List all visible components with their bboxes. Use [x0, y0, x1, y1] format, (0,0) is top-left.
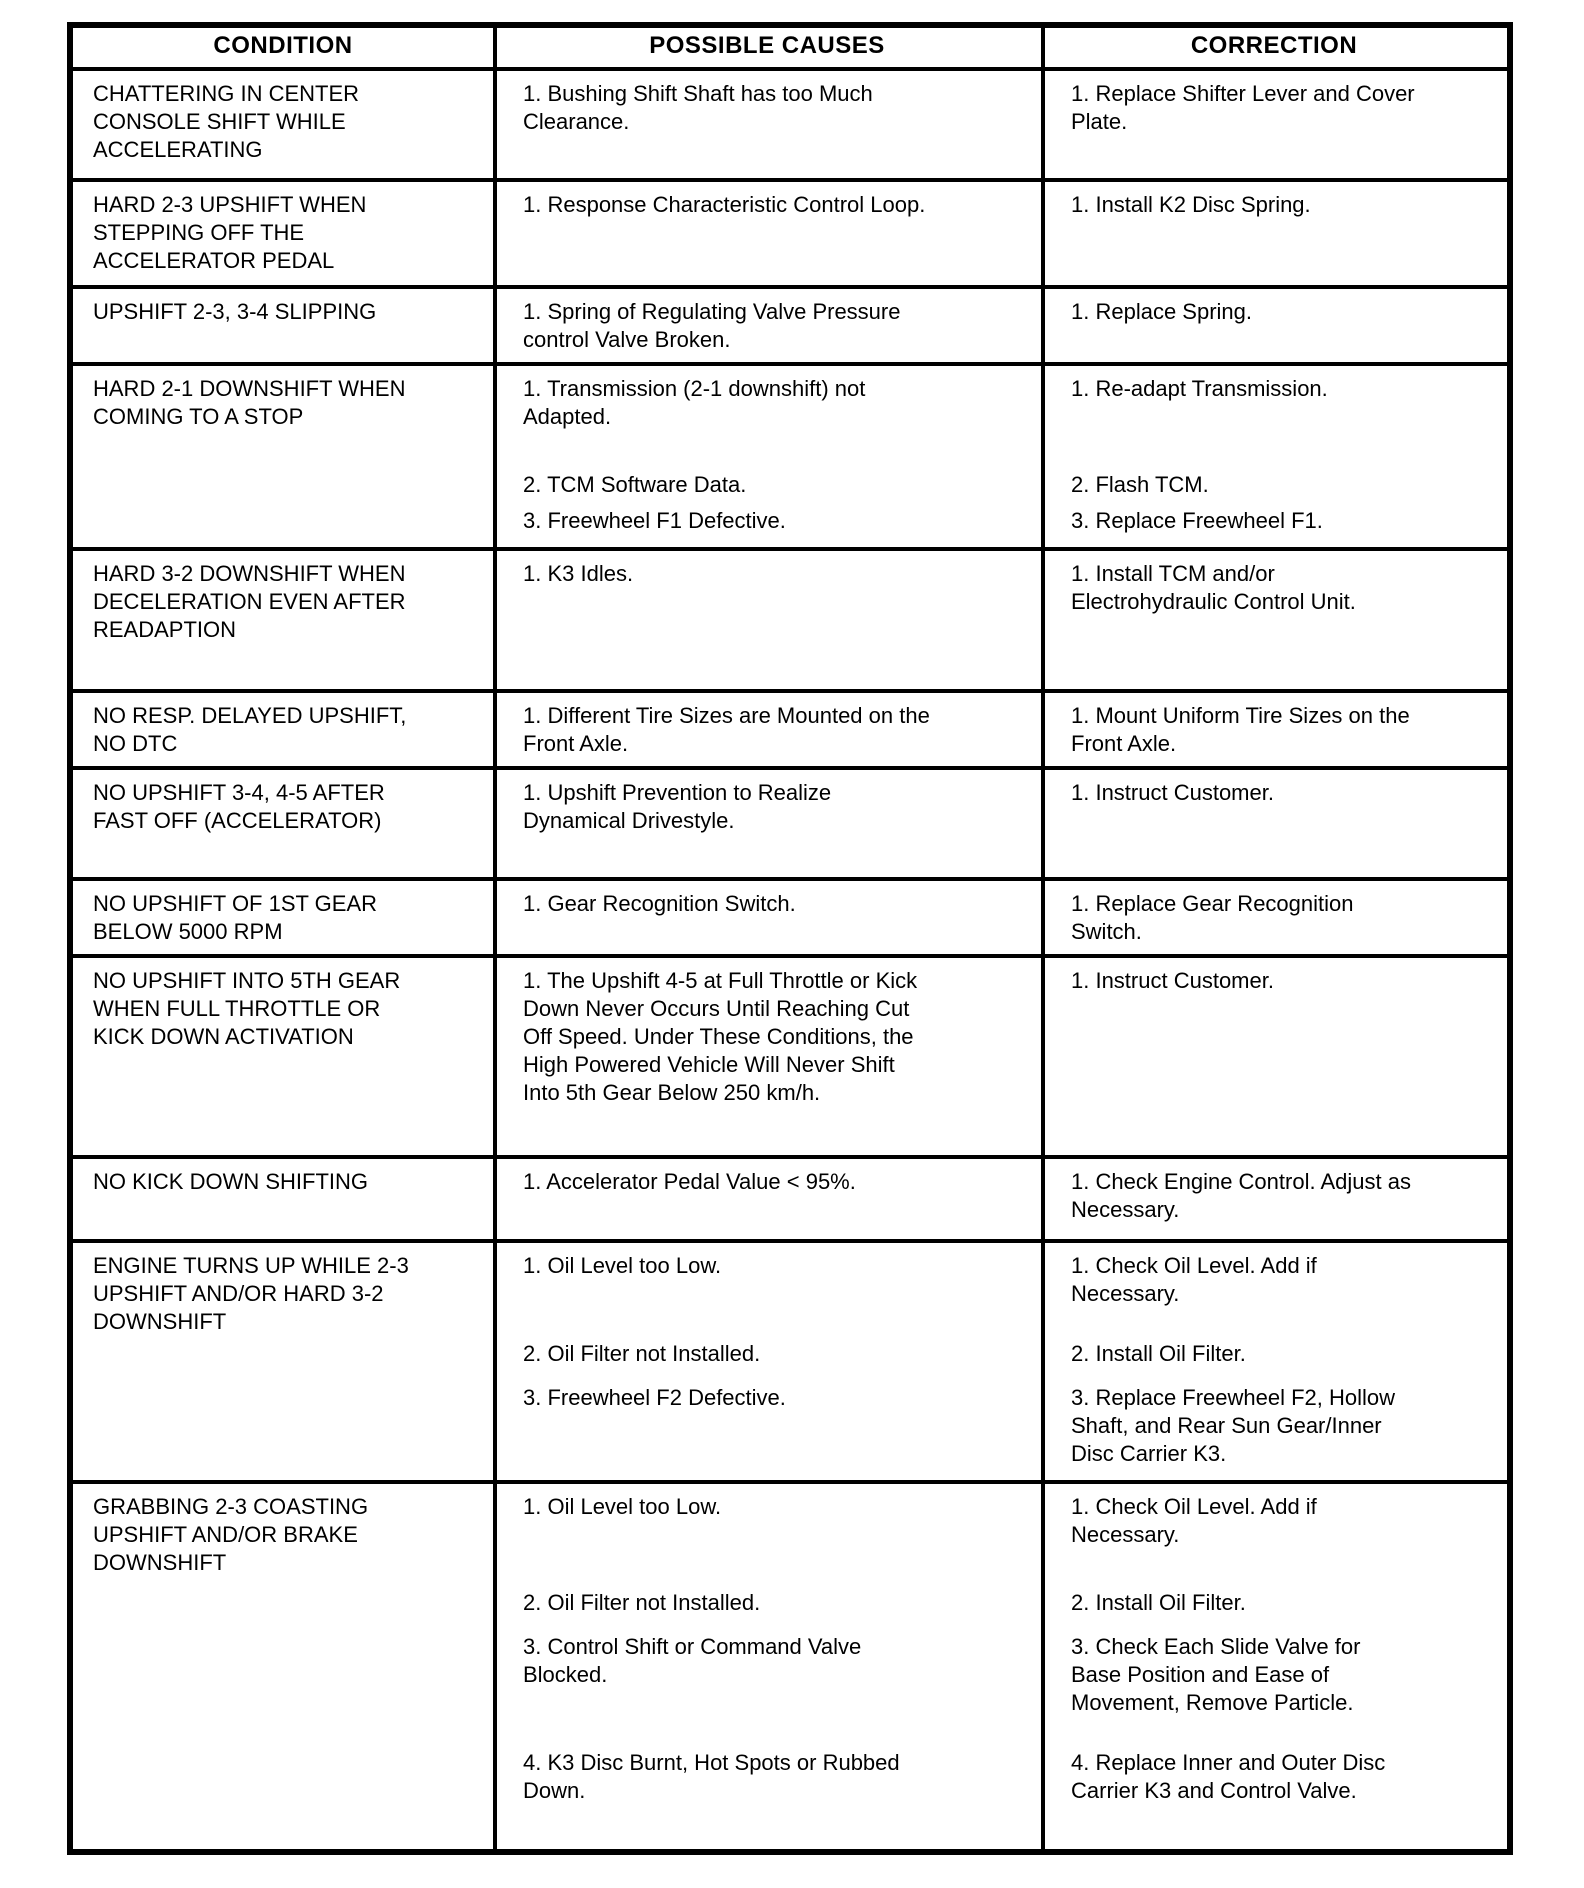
correction-item: 1. Instruct Customer.: [1071, 968, 1274, 993]
table-row: [73, 1480, 1507, 1849]
table-row: [73, 67, 1507, 178]
table-row: [73, 1239, 1507, 1480]
troubleshooting-table: [67, 22, 1513, 1855]
correction-item: 4. Replace Inner and Outer Disc Carrier K3 and Control Valve.: [1071, 1750, 1386, 1803]
correction-item: 3. Replace Freewheel F1.: [1071, 508, 1323, 533]
condition-cell: NO KICK DOWN SHIFTING: [93, 1169, 368, 1194]
correction-item: 1. Install TCM and/or Electrohydraulic Control Unit.: [1071, 561, 1356, 614]
condition-cell: HARD 2-3 UPSHIFT WHEN STEPPING OFF THE ACCELERATOR PEDAL: [93, 192, 367, 273]
correction-item: 1. Check Engine Control. Adjust as Necessary.: [1071, 1169, 1411, 1222]
table-row: [73, 877, 1507, 954]
cause-item: 1. Different Tire Sizes are Mounted on the Front Axle.: [523, 703, 930, 756]
cause-item: 1. Upshift Prevention to Realize Dynamical Drivestyle.: [523, 780, 832, 833]
cause-item: 2. Oil Filter not Installed.: [523, 1590, 761, 1615]
condition-cell: NO UPSHIFT 3-4, 4-5 AFTER FAST OFF (ACCELERATOR): [93, 780, 385, 833]
cause-item: 1. Bushing Shift Shaft has too Much Clearance.: [523, 81, 873, 134]
condition-cell: HARD 3-2 DOWNSHIFT WHEN DECELERATION EVEN AFTER READAPTION: [93, 561, 406, 642]
correction-item: 1. Re-adapt Transmission.: [1071, 376, 1328, 401]
cause-item: 1. Accelerator Pedal Value < 95%.: [523, 1169, 856, 1194]
cause-item: 3. Control Shift or Command Valve Blocked.: [523, 1634, 862, 1687]
correction-item: 2. Install Oil Filter.: [1071, 1590, 1246, 1615]
correction-item: 1. Check Oil Level. Add if Necessary.: [1071, 1253, 1317, 1306]
correction-item: 2. Install Oil Filter.: [1071, 1341, 1246, 1366]
cause-item: 1. Transmission (2-1 downshift) not Adapted.: [523, 376, 866, 429]
cause-item: 1. Oil Level too Low.: [523, 1494, 722, 1519]
cause-item: 4. K3 Disc Burnt, Hot Spots or Rubbed Down.: [523, 1750, 900, 1803]
condition-cell: CHATTERING IN CENTER CONSOLE SHIFT WHILE ACCELERATING: [93, 81, 360, 162]
correction-item: 1. Replace Spring.: [1071, 299, 1252, 324]
correction-item: 1. Replace Gear Recognition Switch.: [1071, 891, 1354, 944]
table-row: [73, 954, 1507, 1155]
correction-item: 1. Replace Shifter Lever and Cover Plate.: [1071, 81, 1415, 134]
table-header-row: [73, 28, 1507, 67]
table-row: [73, 547, 1507, 689]
table-row: [73, 689, 1507, 766]
condition-cell: UPSHIFT 2-3, 3-4 SLIPPING: [93, 299, 377, 324]
correction-item: 1. Install K2 Disc Spring.: [1071, 192, 1311, 217]
cause-item: 3. Freewheel F1 Defective.: [523, 508, 786, 533]
cause-item: 1. Response Characteristic Control Loop.: [523, 192, 926, 217]
cause-item: 2. TCM Software Data.: [523, 472, 747, 497]
cause-item: 3. Freewheel F2 Defective.: [523, 1385, 786, 1410]
table-row: [73, 766, 1507, 877]
table-row: [73, 1155, 1507, 1239]
table-row: [73, 362, 1507, 547]
table-row: [73, 178, 1507, 285]
table-row: [73, 285, 1507, 362]
correction-item: 1. Mount Uniform Tire Sizes on the Front Axle.: [1071, 703, 1410, 756]
header-possible-causes: POSSIBLE CAUSES: [649, 32, 885, 59]
cause-item: 1. K3 Idles.: [523, 561, 634, 586]
cause-item: 2. Oil Filter not Installed.: [523, 1341, 761, 1366]
condition-cell: ENGINE TURNS UP WHILE 2-3 UPSHIFT AND/OR HARD 3-2 DOWNSHIFT: [93, 1253, 409, 1334]
cause-item: 1. Gear Recognition Switch.: [523, 891, 796, 916]
correction-item: 1. Check Oil Level. Add if Necessary.: [1071, 1494, 1317, 1547]
condition-cell: NO RESP. DELAYED UPSHIFT, NO DTC: [93, 703, 407, 756]
cause-item: 1. Oil Level too Low.: [523, 1253, 722, 1278]
condition-cell: NO UPSHIFT INTO 5TH GEAR WHEN FULL THROTTLE OR KICK DOWN ACTIVATION: [93, 968, 401, 1049]
header-condition: CONDITION: [213, 32, 353, 59]
condition-cell: GRABBING 2-3 COASTING UPSHIFT AND/OR BRAKE DOWNSHIFT: [93, 1494, 369, 1575]
header-correction: CORRECTION: [1190, 32, 1358, 59]
correction-item: 3. Replace Freewheel F2, Hollow Shaft, and Rear Sun Gear/Inner Disc Carrier K3.: [1071, 1385, 1396, 1466]
correction-item: 3. Check Each Slide Valve for Base Position and Ease of Movement, Remove Particle.: [1071, 1634, 1361, 1715]
cause-item: 1. Spring of Regulating Valve Pressure control Valve Broken.: [523, 299, 901, 352]
cause-item: 1. The Upshift 4-5 at Full Throttle or Kick Down Never Occurs Until Reaching Cut Off Speed. Under These Conditions, the High Powered Vehicle Will Never Shift Into 5th Gear Below 250 km/h.: [523, 968, 918, 1105]
correction-item: 2. Flash TCM.: [1071, 472, 1209, 497]
condition-cell: HARD 2-1 DOWNSHIFT WHEN COMING TO A STOP: [93, 376, 406, 429]
condition-cell: NO UPSHIFT OF 1ST GEAR BELOW 5000 RPM: [93, 891, 378, 944]
correction-item: 1. Instruct Customer.: [1071, 780, 1274, 805]
